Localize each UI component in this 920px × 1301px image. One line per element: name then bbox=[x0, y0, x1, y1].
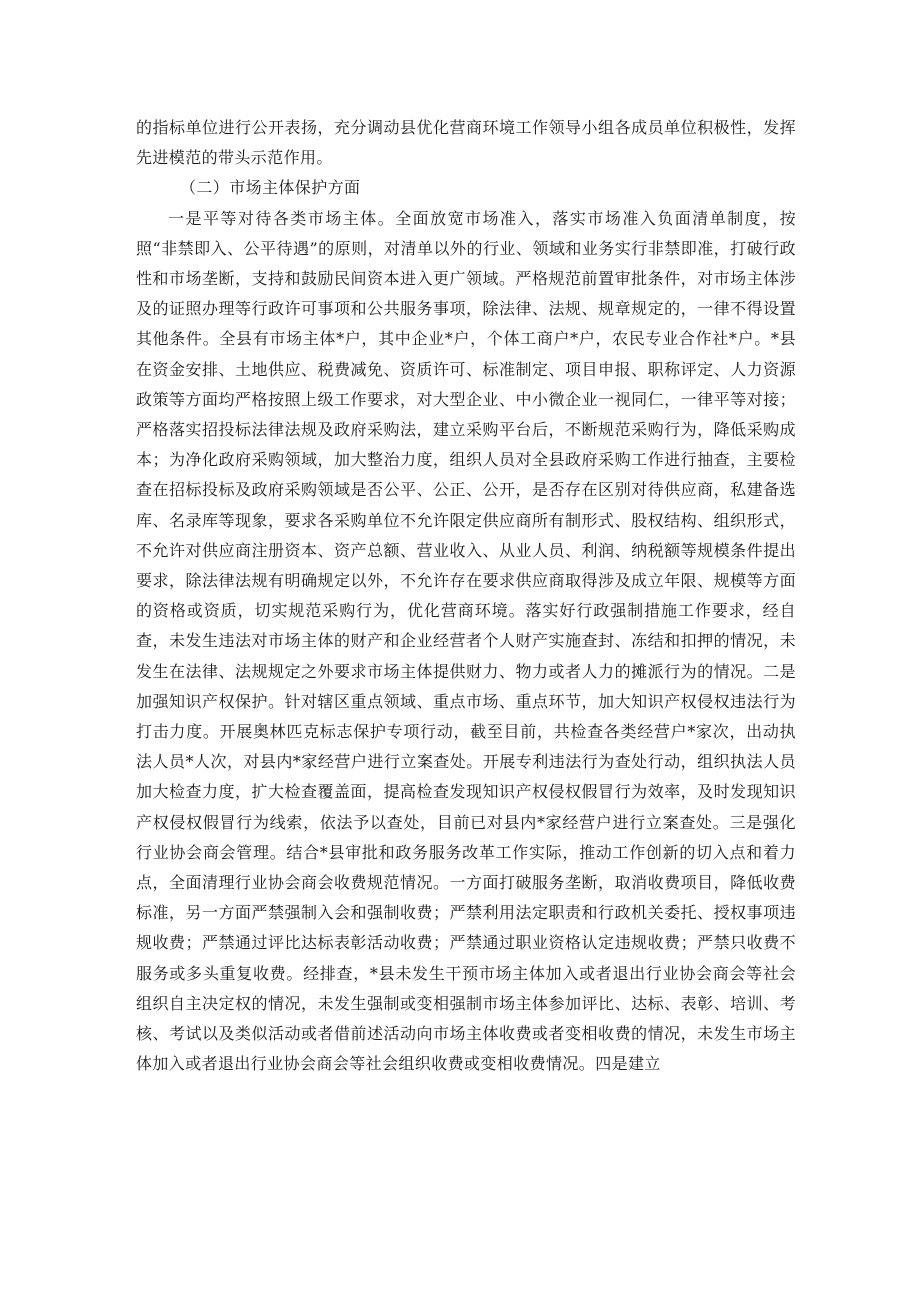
continuation-paragraph: 的指标单位进行公开表扬，充分调动县优化营商环境工作领导小组各成员单位积极性，发挥先进模范的带头示范作用。 bbox=[136, 118, 796, 168]
section-heading: （二）市场主体保护方面 bbox=[180, 178, 361, 198]
document-body bbox=[136, 113, 796, 1080]
body-paragraph: 一是平等对待各类市场主体。全面放宽市场准入，落实市场准入负面清单制度，按照“非禁即入、公平待遇”的原则，对清单以外的行业、领域和业务实行非禁即准，打破行政性和市场垄断，支持和鼓励民间资本进入更广领域。严格规范前置审批条件，对市场主体涉及的证照办理等行政许可事项和公共服务事项，除法律、法规、规章规定的，一律不得设置其他条件。全县有市场主体*户，其中企业*户，个体工商户*户，农民专业合作社*户。*县在资金安排、土地供应、税费减免、资质许可、标准制定、项目申报、职称评定、人力资源政策等方面均严格按照上级工作要求，对大型企业、中小微企业一视同仁，一律平等对接；严格落实招投标法律法规及政府采购法，建立采购平台后，不断规范采购行为，降低采购成本；为净化政府采购领域，加大整治力度，组织人员对全县政府采购工作进行抽查，主要检查在招标投标及政府采购领域是否公平、公正、公开，是否存在区别对待供应商，私建备选库、名录库等现象，要求各采购单位不允许限定供应商所有制形式、股权结构、组织形式，不允许对供应商注册资本、资产总额、营业收入、从业人员、利润、纳税额等规模条件提出要求，除法律法规有明确规定以外，不允许存在要求供应商取得涉及成立年限、规模等方面的资格或资质，切实规范采购行为，优化营商环境。落实好行政强制措施工作要求，经自查，未发生违法对市场主体的财产和企业经营者个人财产实施查封、冻结和扣押的情况，未发生在法律、法规规定之外要求市场主体提供财力、物力或者人力的摊派行为的情况。二是加强知识产权保护。针对辖区重点领域、重点市场、重点环节，加大知识产权侵权违法行为打击力度。开展奥林匹克标志保护专项行动，截至目前，共检查各类经营户*家次，出动执法人员*人次，对县内*家经营户进行立案查处。开展专利违法行为查处行动，组织执法人员加大检查力度，扩大检查覆盖面，提高检查发现知识产权侵权假冒行为效率，及时发现知识产权侵权假冒行为线索，依法予以查处，目前已对县内*家经营户进行立案查处。三是强化行业协会商会管理。结合*县审批和政务服务改革工作实际，推动工作创新的切入点和着力点，全面清理行业协会商会收费规范情况。一方面打破服务垄断，取消收费项目，降低收费标准，另一方面严禁强制入会和强制收费；严禁利用法定职责和行政机关委托、授权事项违规收费；严禁通过评比达标表彰活动收费；严禁通过职业资格认定违规收费；严禁只收费不服务或多头重复收费。经排查，*县未发生干预市场主体加入或者退出行业协会商会等社会组织自主决定权的情况，未发生强制或变相强制市场主体参加评比、达标、表彰、培训、考核、考试以及类似活动或者借前述活动向市场主体收费或者变相收费的情况，未发生市场主体加入或者退出行业协会商会等社会组织收费或变相收费情况。四是建立 bbox=[136, 208, 796, 1074]
